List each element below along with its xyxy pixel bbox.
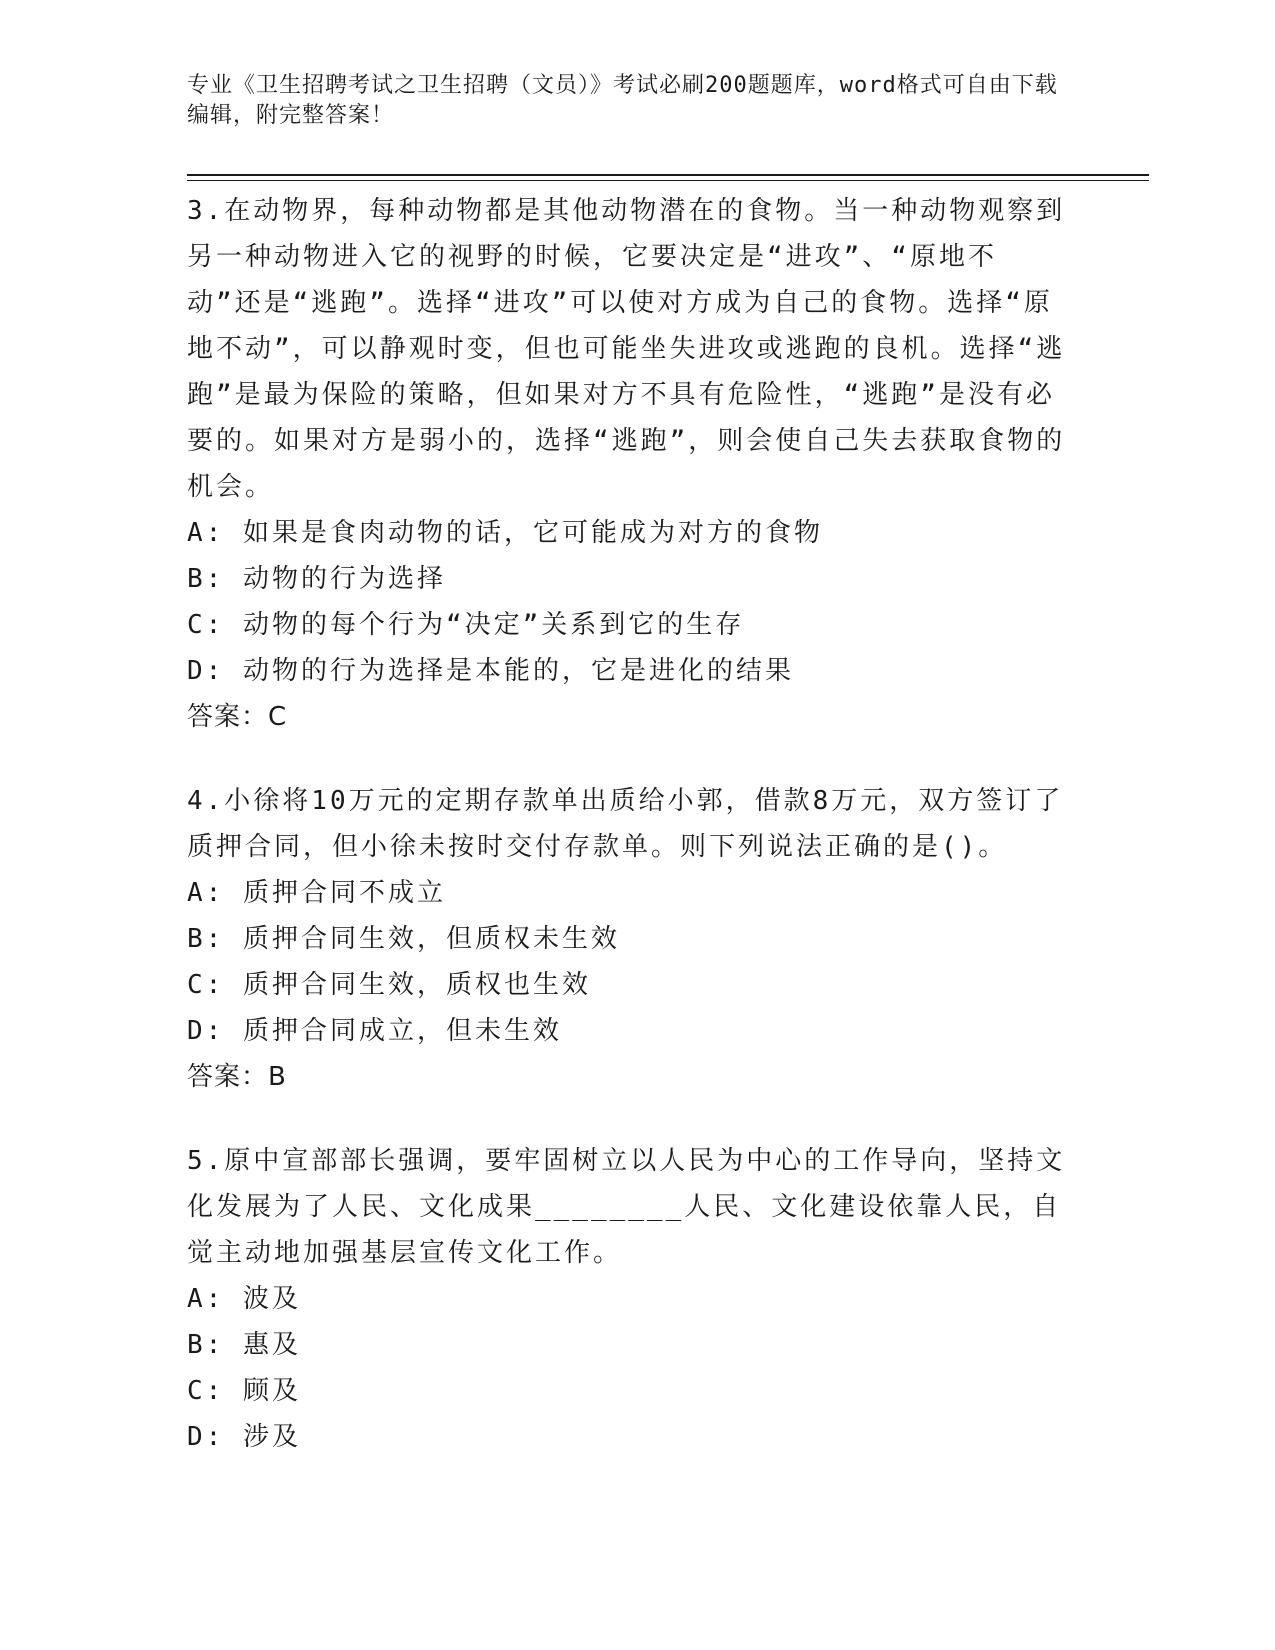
option-d: D: 动物的行为选择是本能的，它是进化的结果	[187, 656, 794, 686]
header-divider-thin	[187, 180, 1149, 181]
question-5	[187, 1138, 1067, 1460]
option-b: B: 质押合同生效，但质权未生效	[187, 924, 620, 954]
question-stem: 3.在动物界，每种动物都是其他动物潜在的食物。当一种动物观察到另一种动物进入它的视野的时候，它要决定是“进攻”、“原地不动”还是“逃跑”。选择“进攻”可以使对方成为自己的食物。选择“原地不动”，可以静观时变，但也可能坐失进攻或逃跑的良机。选择“逃跑”是最为保险的策略，但如果对方不具有危险性，“逃跑”是没有必要的。如果对方是弱小的，选择“逃跑”，则会使自己失去获取食物的机会。	[187, 196, 1066, 502]
answer-line: 答案：C	[187, 702, 288, 732]
answer-line: 答案：B	[187, 1062, 287, 1092]
option-d: D: 涉及	[187, 1422, 301, 1452]
question-4	[187, 778, 1067, 1100]
option-a: A: 波及	[187, 1284, 301, 1314]
header-divider-thick	[187, 174, 1149, 176]
question-stem: 5.原中宣部部长强调，要牢固树立以人民为中心的工作导向，坚持文化发展为了人民、文化成果________人民、文化建设依靠人民，自觉主动地加强基层宣传文化工作。	[187, 1146, 1066, 1268]
option-a: A: 如果是食肉动物的话，它可能成为对方的食物	[187, 518, 823, 548]
option-b: B: 动物的行为选择	[187, 564, 446, 594]
option-a: A: 质押合同不成立	[187, 878, 446, 908]
question-stem: 4.小徐将10万元的定期存款单出质给小郭，借款8万元，双方签订了质押合同，但小徐未按时交付存款单。则下列说法正确的是()。	[187, 786, 1064, 862]
option-d: D: 质押合同成立，但未生效	[187, 1016, 562, 1046]
option-c: C: 质押合同生效，质权也生效	[187, 970, 591, 1000]
option-c: C: 顾及	[187, 1376, 301, 1406]
option-b: B: 惠及	[187, 1330, 301, 1360]
question-3	[187, 188, 1067, 740]
document-header: 专业《卫生招聘考试之卫生招聘（文员）》考试必刷200题题库，word格式可自由下载编辑，附完整答案！	[187, 73, 1058, 128]
option-c: C: 动物的每个行为“决定”关系到它的生存	[187, 610, 745, 640]
question-list	[187, 188, 1067, 1498]
